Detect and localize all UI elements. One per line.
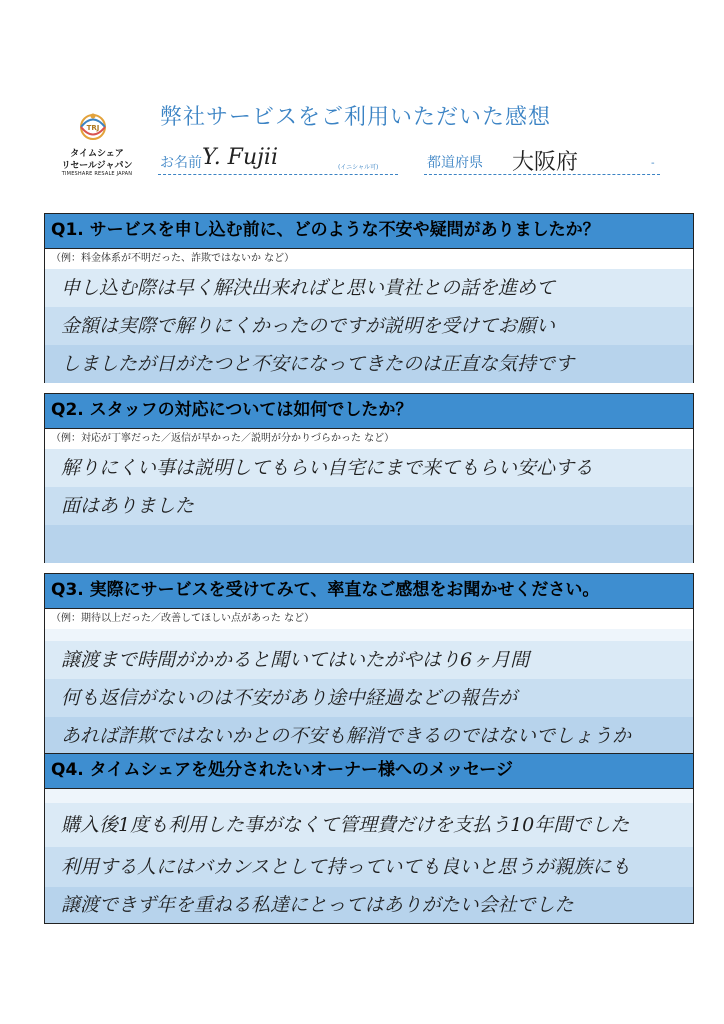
logo-text-line3: TIMESHARE RESALE JAPAN — [61, 171, 133, 177]
question-1 — [44, 213, 694, 383]
name-label: お名前 — [160, 155, 202, 171]
form-title: 弊社サービスをご利用いただいた感想 — [160, 105, 552, 130]
answer-line[interactable]: 解りにくい事は説明してもらい自宅にまで来てもらい安心する — [45, 449, 693, 487]
answer-line[interactable]: 何も返信がないのは不安があり途中経過などの報告が — [45, 679, 693, 717]
name-underline — [158, 174, 398, 175]
question-3-example: （例：期待以上だった／改善してほしい点があった など） — [45, 609, 693, 629]
answer-line[interactable]: あれば詐欺ではないかとの不安も解消できるのではないでしょうか — [45, 717, 693, 755]
answer-line[interactable]: 譲渡まで時間がかかると聞いてはいたがやはり6ヶ月間 — [45, 641, 693, 679]
prefecture-label: 都道府県 — [427, 155, 483, 171]
question-4-heading: Q4. タイムシェアを処分されたいオーナー様へのメッセージ — [45, 753, 693, 789]
question-2 — [44, 393, 694, 563]
name-hint: (イニシャル可) — [338, 164, 379, 171]
logo-mark-text: TRJ — [86, 124, 100, 132]
question-4 — [44, 753, 694, 924]
prefecture-field[interactable]: 大阪府 — [512, 150, 579, 175]
answer-line[interactable]: しましたが日がたつと不安になってきたのは正直な気持です — [45, 345, 693, 383]
company-logo — [52, 100, 152, 180]
question-1-heading: Q1. サービスを申し込む前に、どのような不安や疑問がありましたか？ — [45, 213, 693, 249]
answer-line[interactable]: 申し込む際は早く解決出来ればと思い貴社との話を進めて — [45, 269, 693, 307]
answer-line[interactable] — [45, 789, 693, 803]
answer-line[interactable]: 譲渡できず年を重ねる私達にとってはありがたい会社でした — [45, 887, 693, 923]
question-3 — [44, 573, 694, 755]
answer-line[interactable]: 面はありました — [45, 487, 693, 525]
answer-line[interactable] — [45, 629, 693, 641]
logo-text-line1: タイムシェア — [70, 149, 124, 159]
timeshare-logo-icon — [76, 110, 110, 144]
prefecture-underline — [424, 174, 660, 175]
answer-line[interactable]: 利用する人にはバカンスとして持っていても良いと思うが親族にも — [45, 847, 693, 887]
answer-line[interactable]: 金額は実際で解りにくかったのですが説明を受けてお願い — [45, 307, 693, 345]
logo-text-line2: リセールジャパン — [61, 161, 133, 171]
question-3-heading: Q3. 実際にサービスを受けてみて、率直なご感想をお聞かせください。 — [45, 573, 693, 609]
answer-line[interactable]: 購入後1度も利用した事がなくて管理費だけを支払う10年間でした — [45, 803, 693, 847]
question-2-example: （例：対応が丁寧だった／返信が早かった／説明が分かりづらかった など） — [45, 429, 693, 449]
prefecture-trailing-dash: - — [651, 158, 655, 169]
question-1-example: （例：料金体系が不明だった、詐欺ではないか など） — [45, 249, 693, 269]
question-2-heading: Q2. スタッフの対応については如何でしたか？ — [45, 393, 693, 429]
name-field[interactable]: Y. Fujii — [202, 145, 279, 170]
answer-line[interactable] — [45, 525, 693, 563]
